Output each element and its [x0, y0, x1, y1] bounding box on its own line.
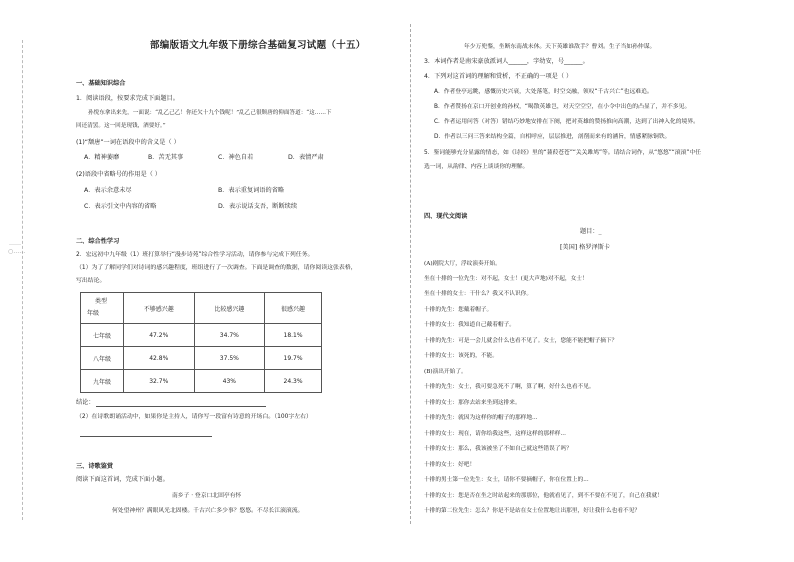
table-header: 不够感兴趣 — [124, 293, 195, 324]
question-4: 4．下列对这首词的理解和赏析，不正确的一项是（ ） — [424, 73, 573, 80]
poem-title: 南乡子 · 登京口北固亭有怀 — [172, 493, 242, 499]
table-cell: 34.7% — [194, 324, 265, 347]
binding-mark: ……○…… — [8, 240, 26, 255]
right-column — [424, 0, 754, 562]
table-cell: 18.1% — [265, 324, 322, 347]
section-1-heading: 一、基础知识综合 — [76, 80, 126, 87]
option-1-1-a: A．精神萎靡 — [84, 154, 120, 161]
option-4-c: C．作者运用问答（对答）错结巧妙地安排在下阕，把对英雄的赞扬推向高潮，达到了出神入化的境界。 — [434, 119, 699, 125]
table-cell: 32.7% — [124, 370, 195, 393]
question-2-intro: 2．宏远初中九年级（1）班打算举行“漫步诗苑”综合性学习活动，请你参与完成下列任务。 — [76, 252, 314, 258]
script-line: 坐在十排的一位先生：对不起，女士！(更大声地)对不起，女士！ — [424, 276, 588, 282]
table-cell: 43% — [194, 370, 265, 393]
table-cell: 47.2% — [124, 324, 195, 347]
table-header-row — [81, 293, 322, 324]
corner-top-label: 类型 — [95, 298, 108, 305]
table-cell: 19.7% — [265, 347, 322, 370]
script-line: 十排的先生：可是一会儿就会什么也看不见了。女士，您能不能把帽子摘下？ — [424, 338, 618, 344]
script-line: 十排的先生：您戴着帽子。 — [424, 307, 493, 313]
script-line: 十排的女士：那么，我该被坐了不如自己就这些错误了吗？ — [424, 446, 572, 452]
option-1-1-b: B．苦无其事 — [148, 154, 184, 161]
option-1-2-d: D．表示说话支吾，断断续续 — [218, 203, 298, 210]
question-3: 3．本词作者是南宋豪放派词人______，字幼安，号______。 — [424, 58, 589, 65]
table-row — [81, 347, 322, 370]
section-2-heading: 二、综合性学习 — [76, 238, 120, 245]
option-1-1-c: C．神色自若 — [218, 154, 254, 161]
script-line: (B)演出开始了。 — [424, 369, 467, 375]
option-4-d: D．作者以三问三答来结构全篇，自相呼应，层层推进，剖削而来有的涵旨，情感紧脉铜铁。 — [434, 134, 671, 140]
table-row-label: 八年级 — [81, 347, 124, 370]
table-header: 比较感兴趣 — [194, 293, 265, 324]
survey-table — [80, 292, 322, 393]
script-line: 十排的女士：现在，请你给我这些，这样这样的那样样... — [424, 431, 566, 437]
script-line: 十排的女士：好吧！ — [424, 462, 476, 468]
question-1-intro: 1．阅读语段，按要求完成下面题目。 — [76, 95, 179, 102]
question-5-line-1: 5．鉴词能够充分显露的情态，如《诗经》里的“蒹葭苍苍”“关关雎鸠”等。请结合词作，从“悠悠”“滚滚”中任 — [424, 150, 701, 156]
table-cell: 37.5% — [194, 347, 265, 370]
question-3-intro: 阅读下面这首词，完成下面小题。 — [76, 476, 169, 483]
option-4-b: B．作者赞扬在京口开创业的孙权，“喝散英雄岂，对天空空空，在小令中出色的凸显了，并不多见。 — [434, 104, 691, 110]
table-header: 很感兴趣 — [265, 293, 322, 324]
script-line: (A)剧院大厅，浮纹演奏开始。 — [424, 261, 501, 267]
script-line: 十排的先生：女士，我可要急死不了啊，算了啊，好什么也看不见。 — [424, 384, 595, 390]
script-line: 十排的女士：我知道自己戴着帽子。 — [424, 322, 515, 328]
script-line: 十排的男士第一位先生：女士，请你不要摘帽子，你在位置上的... — [424, 477, 589, 483]
section-4-heading: 四、现代文阅读 — [424, 213, 468, 220]
option-1-2-a: A．表示余意未尽 — [84, 187, 132, 194]
binding-strip — [8, 40, 26, 520]
table-row-label: 七年级 — [81, 324, 124, 347]
section-3-heading: 三、诗歌鉴赏 — [76, 463, 114, 470]
poem-line-1: 何处望神州？满眼风光北固楼。千古兴亡多少事？悠悠。不尽长江滚滚流。 — [112, 508, 304, 514]
story-byline: [美国] 格罗泽斯卡 — [560, 244, 611, 251]
question-1-sub-1: (1)“颓唐”一词在语段中的含义是（ ） — [76, 139, 180, 146]
option-1-2-b: B．表示重复词语的省略 — [218, 187, 285, 194]
poem-line-2: 年少万兜鍪，坐断东南战未休。天下英雄谁敌手？曹刘。生子当如孙仲谋。 — [464, 44, 656, 50]
question-5-line-2: 选一词，从韵律、内容上谈谈你的理解。 — [424, 164, 529, 170]
column-divider — [410, 24, 411, 524]
script-line: 十排的女士：那你去站来坐到这排来。 — [424, 400, 521, 406]
script-line: 十排的女士：该死的，不能。 — [424, 353, 498, 359]
left-column — [76, 0, 394, 562]
question-2-sub-2: （2）在诗歌朗诵活动中，如果你是主持人，请你写一段富有诗意的开场白。（100字左右） — [76, 414, 312, 420]
question-2-sub-1-line-1: （1）为了了解同学们对诗词的感兴趣程度，班组进行了一次调查。下面是调查的数据，请你阅读这张表格， — [76, 265, 357, 271]
option-1-1-d: D．表情严肃 — [288, 154, 324, 161]
table-cell: 42.8% — [124, 347, 195, 370]
table-cell: 24.3% — [265, 370, 322, 393]
script-line: 坐在十排的女士：干什么？我又不认识你。 — [424, 291, 533, 297]
option-1-2-c: C．表示引文中内容的省略 — [84, 203, 157, 210]
table-row — [81, 324, 322, 347]
table-row-label: 九年级 — [81, 370, 124, 393]
option-4-a: A．作者登亭远眺，感慨历史兴衰，大处落笔，时空交融，领叹“千古兴亡”也远难追。 — [434, 89, 653, 95]
table-row — [81, 370, 322, 393]
conclusion-label: 结论： — [76, 399, 95, 406]
script-line: 十排的第二位先生：怎么？你是不是站在女士位置地让出那里，好让我什么也看不见？ — [424, 508, 641, 514]
question-title-label: 题目：_ — [580, 228, 602, 235]
corner-bottom-label: 年级 — [87, 310, 100, 317]
question-1-sub-2: (2)语段中省略号的作用是（ ） — [76, 171, 161, 178]
script-line: 十排的女士：您是否在坐之时站起来的那那位，他就看见了，到不不要在不见了，自己在我就！ — [424, 493, 663, 499]
opening-answer-line[interactable] — [80, 436, 212, 437]
passage-line-2: 回还清罢。这一回是现钱，酒要好。” — [76, 123, 166, 129]
table-corner-cell — [81, 293, 124, 324]
passage-line-1: 孙悦东拿出来先，一面说：“乱乙己乙！你还欠十九个钱呢！”乱乙己很颓唐的仰面答道：“这……下 — [88, 110, 332, 116]
question-2-sub-1-line-2: 写出结论。 — [76, 278, 106, 284]
page-title: 部编版语文九年级下册综合基础复习试题（十五） — [150, 40, 366, 51]
conclusion-answer-line[interactable] — [96, 406, 266, 407]
script-line: 十排的先生：就因为这样你的帽子的那样地... — [424, 415, 538, 421]
